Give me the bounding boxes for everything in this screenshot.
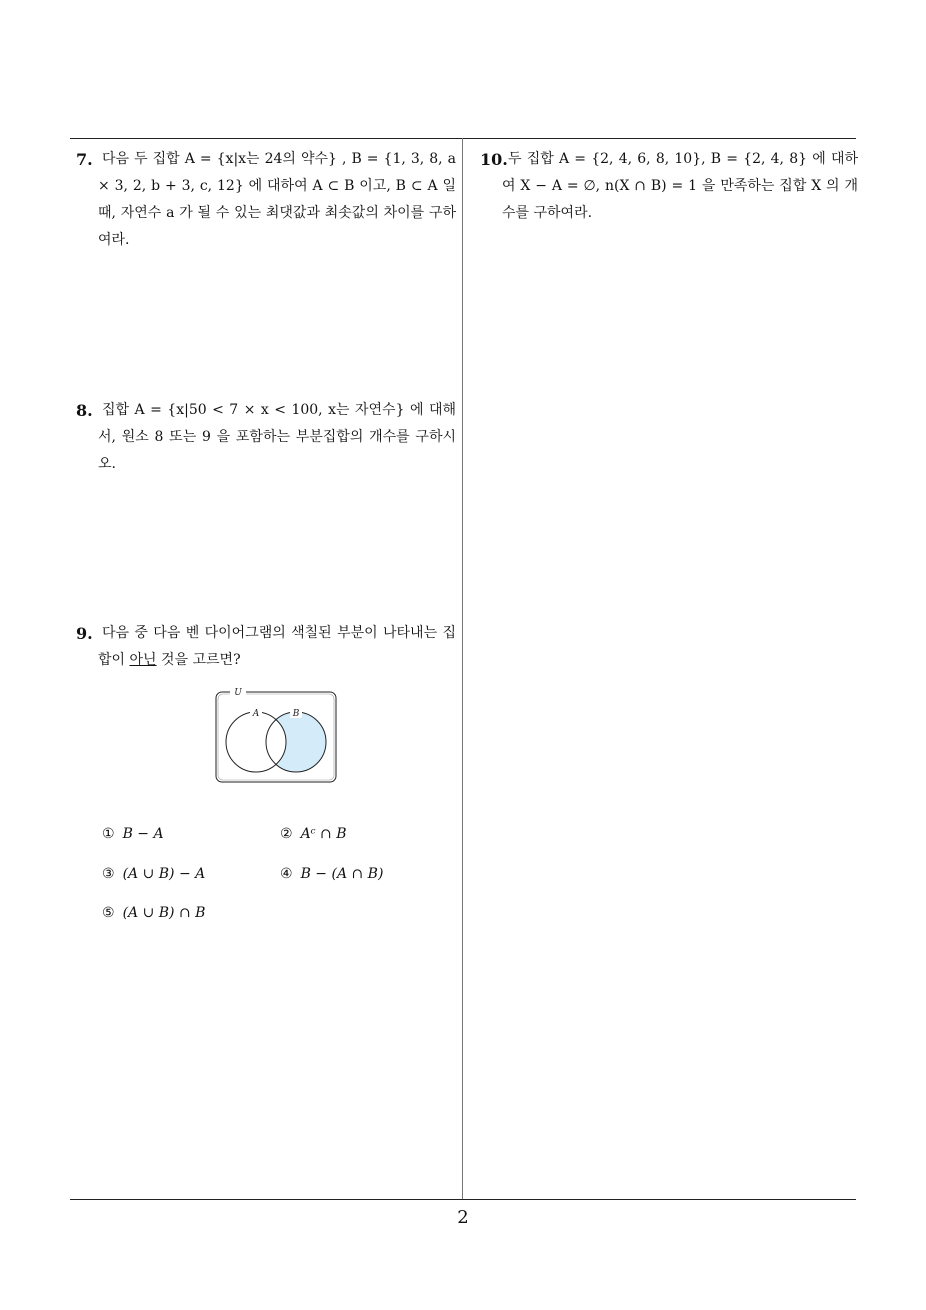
question-10 <box>480 146 858 227</box>
choice-4[interactable] <box>280 866 383 882</box>
column-divider <box>462 138 463 1199</box>
top-rule <box>70 138 856 139</box>
question-text-part: 다음 중 다음 벤 다이어그램의 색칠된 부분이 나타내는 집합이 <box>98 625 456 668</box>
bottom-rule <box>70 1199 856 1200</box>
choice-expression: B − (A ∩ B) <box>300 866 384 882</box>
question-7 <box>76 146 456 254</box>
choice-expression: Aᶜ ∩ B <box>300 826 347 842</box>
question-number: 9. <box>76 624 93 643</box>
set-b-label: B <box>292 709 300 719</box>
question-8 <box>76 397 456 478</box>
choice-1[interactable] <box>102 826 164 842</box>
question-text <box>76 620 456 674</box>
question-number: 7. <box>76 150 93 169</box>
question-number: 8. <box>76 401 93 420</box>
choice-mark: ② <box>280 826 293 842</box>
venn-diagram <box>214 686 338 784</box>
choice-expression: B − A <box>122 826 164 842</box>
set-a-label: A <box>252 709 260 719</box>
choice-mark: ③ <box>102 866 115 882</box>
choice-mark: ④ <box>280 866 293 882</box>
choice-mark: ① <box>102 826 115 842</box>
question-9 <box>76 620 456 674</box>
page-number: 2 <box>457 1207 469 1228</box>
universe-label: U <box>234 688 242 698</box>
choice-expression: (A ∪ B) − A <box>122 866 206 882</box>
choice-mark: ⑤ <box>102 905 115 921</box>
question-number: 10. <box>480 150 508 169</box>
question-text: 다음 두 집합 A = {x|x는 24의 약수} , B = {1, 3, 8, a × 3, 2, b + 3, c, 12} 에 대하여 A ⊂ B 이고, B ⊂ A 일 때, 자연수 a 가 될 수 있는 최댓값과 최솟값의 차이를 구하여라. <box>98 151 456 248</box>
question-text: 집합 A = {x|50 < 7 × x < 100, x는 자연수} 에 대해서, 원소 8 또는 9 을 포함하는 부분집합의 개수를 구하시오. <box>98 402 456 472</box>
choice-2[interactable] <box>280 826 347 842</box>
choice-5[interactable] <box>102 905 205 921</box>
question-text-part: 것을 고르면? <box>156 652 241 668</box>
question-text: 두 집합 A = {2, 4, 6, 8, 10}, B = {2, 4, 8} 에 대하여 X − A = ∅, n(X ∩ B) = 1 을 만족하는 집합 X 의 개수를 구하여라. <box>502 151 858 221</box>
choice-3[interactable] <box>102 866 205 882</box>
choice-expression: (A ∪ B) ∩ B <box>122 905 206 921</box>
underlined-word: 아닌 <box>129 652 157 668</box>
